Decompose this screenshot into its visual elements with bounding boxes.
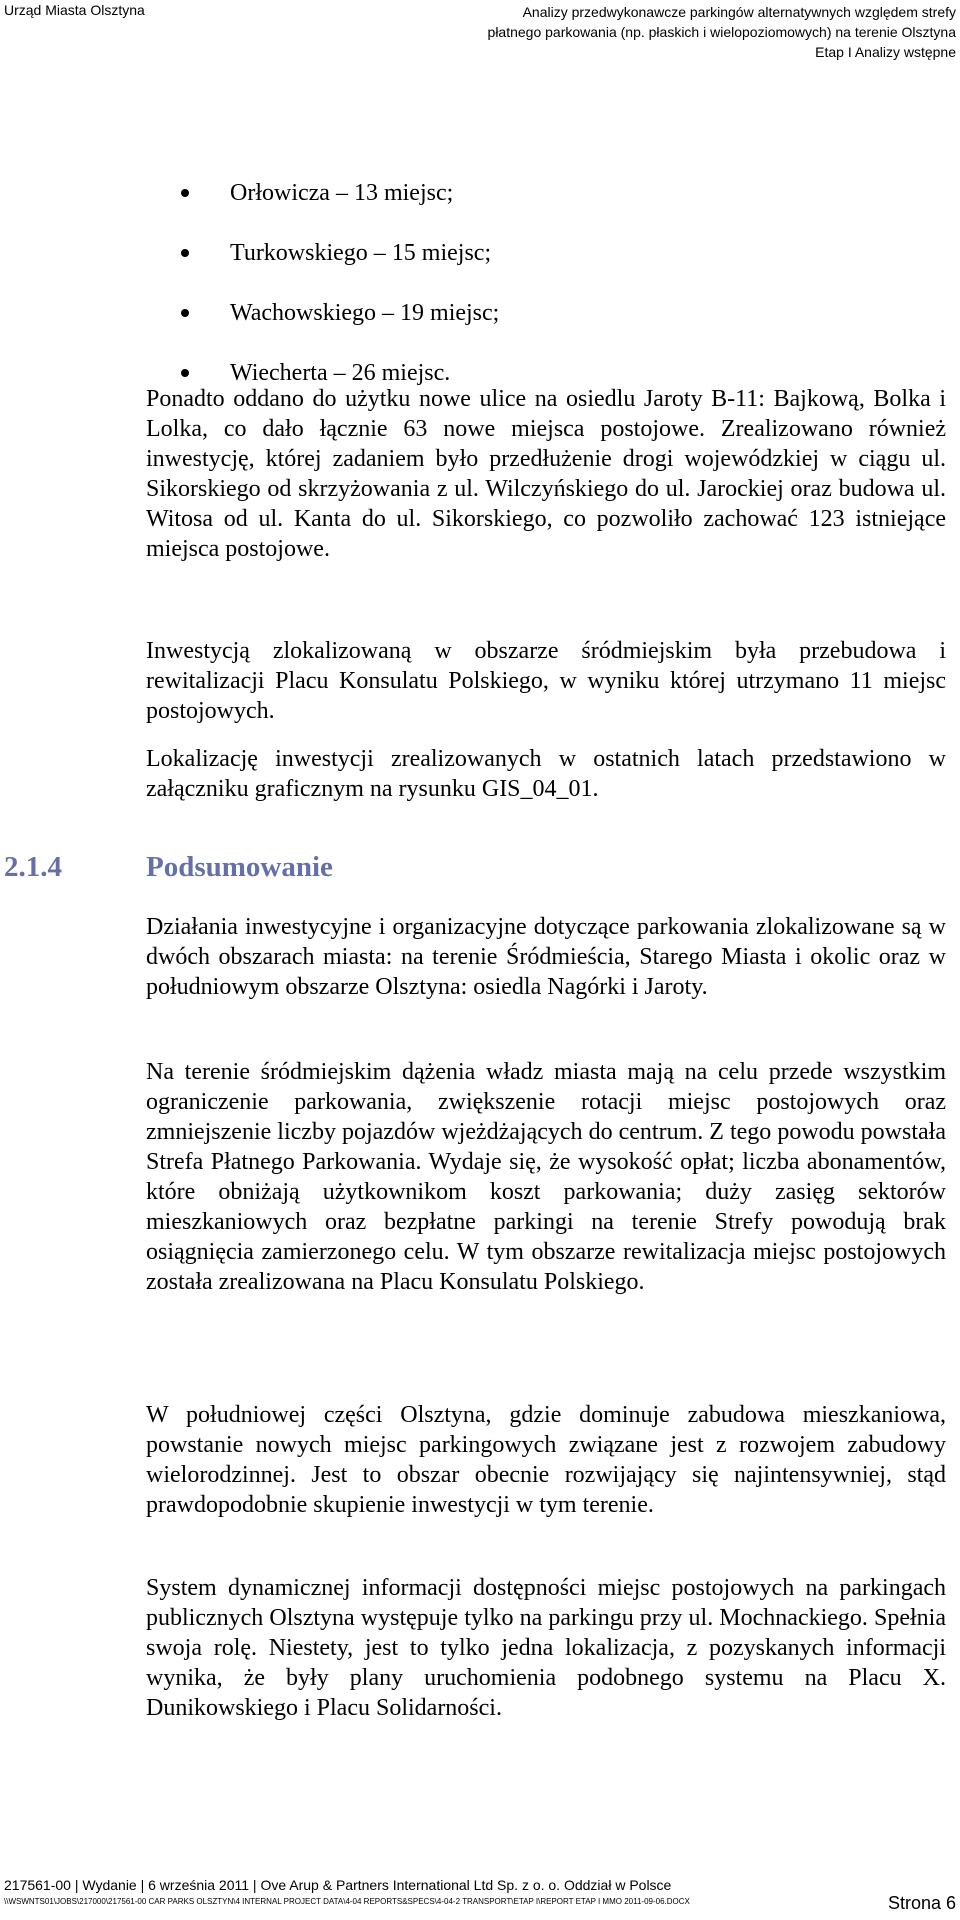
paragraph-jaroty-investments: Ponadto oddano do użytku nowe ulice na osiedlu Jaroty B-11: Bajkową, Bolka i Lolka, co dało łącznie 63 nowe miejsca postojowe. Zrealizowano również inwestycję, której zadaniem było przedłużenie drogi wojewódzkiej w ciągu ul. Sikorskiego od skrzyżowania z ul. Wilczyńskiego do ul. Jarockiej oraz budowa ul. Witosa od ul. Kanta do ul. Sikorskiego, co pozwoliło zachować 123 istniejące miejsca postojowe. [146, 386, 946, 562]
page-number: Strona 6 [887, 1893, 956, 1913]
section-title: Podsumowanie [146, 851, 333, 883]
footer-file-path: \\WSWNTS01\JOBS\217000\217561-00 CAR PARKS OLSZTYN\4 INTERNAL PROJECT DATA\4-04 REPORTS&SPECS\4-04-2 TRANSPORT\ETAP I\REPORT ETAP I MMO 2011-09-06.DOCX [4, 1897, 690, 1906]
header-title-line-3: Etap I Analizy wstępne [815, 44, 956, 60]
paragraph-downtown: Na terenie śródmiejskim dążenia władz miasta mają na celu przede wszystkim ograniczenie parkowania, zwiększenie rotacji miejsc postojowych oraz zmniejszenie liczby pojazdów wjeżdżających do centrum. Z tego powodu powstała Strefa Płatnego Parkowania. Wydaje się, że wysokość opłat; liczba abonamentów, które obniżają użytkownikom koszt parkowania; duży zasięg sektorów mieszkaniowych oraz bezpłatne parkingi na terenie Strefy powodują brak osiągnięcia zamierzonego celu. W tym obszarze rewitalizacja miejsc postojowych została zrealizowana na Placu Konsulatu Polskiego. [146, 1059, 946, 1295]
bullet-item: Turkowskiego – 15 miejsc; [148, 238, 848, 298]
section-number: 2.1.4 [4, 851, 62, 883]
bullet-item: Wiecherta – 26 miejsc. [148, 358, 848, 418]
paragraph-gis-attachment: Lokalizację inwestycji zrealizowanych w ostatnich latach przedstawiono w załączniku graficznym na rysunku GIS_04_01. [146, 746, 946, 802]
bullet-item: Orłowicza – 13 miejsc; [148, 178, 848, 238]
paragraph-dynamic-info-system: System dynamicznej informacji dostępności miejsc postojowych na parkingach publicznych Olsztyna występuje tylko na parkingu przy ul. Mochnackiego. Spełnia swoja rolę. Niestety, jest to tylko jedna lokalizacja, z pozyskanych informacji wynika, że były plany uruchomienia podobnego systemu na Placu X. Dunikowskiego i Placu Solidarności. [146, 1575, 946, 1721]
street-bullet-list [148, 178, 848, 418]
header-title-line-1: Analizy przedwykonawcze parkingów alternatywnych względem strefy [522, 4, 956, 20]
paragraph-konsulat-square: Inwestycją zlokalizowaną w obszarze śródmiejskim była przebudowa i rewitalizacji Placu Konsulatu Polskiego, w wyniku której utrzymano 11 miejsc postojowych. [146, 638, 946, 724]
bullet-item: Wachowskiego – 19 miejsc; [148, 298, 848, 358]
paragraph-summary-areas: Działania inwestycyjne i organizacyjne dotyczące parkowania zlokalizowane są w dwóch obszarach miasta: na terenie Śródmieścia, Starego Miasta i okolic oraz w południowym obszarze Olsztyna: osiedla Nagórki i Jaroty. [146, 914, 946, 1000]
paragraph-south-olsztyn: W południowej części Olsztyna, gdzie dominuje zabudowa mieszkaniowa, powstanie nowych miejsc parkingowych związane jest z rozwojem zabudowy wielorodzinnej. Jest to obszar obecnie rozwijający się najintensywniej, stąd prawdopodobnie skupienie inwestycji w tym terenie. [146, 1402, 946, 1518]
section-heading [4, 850, 333, 884]
header-document-title [396, 2, 956, 62]
footer-edition-info: 217561-00 | Wydanie | 6 września 2011 | Ove Arup & Partners International Ltd Sp. z o. o. Oddział w Polsce [4, 1877, 672, 1893]
header-organization: Urząd Miasta Olsztyna [4, 2, 145, 18]
header-title-line-2: płatnego parkowania (np. płaskich i wielopoziomowych) na terenie Olsztyna [487, 24, 956, 40]
